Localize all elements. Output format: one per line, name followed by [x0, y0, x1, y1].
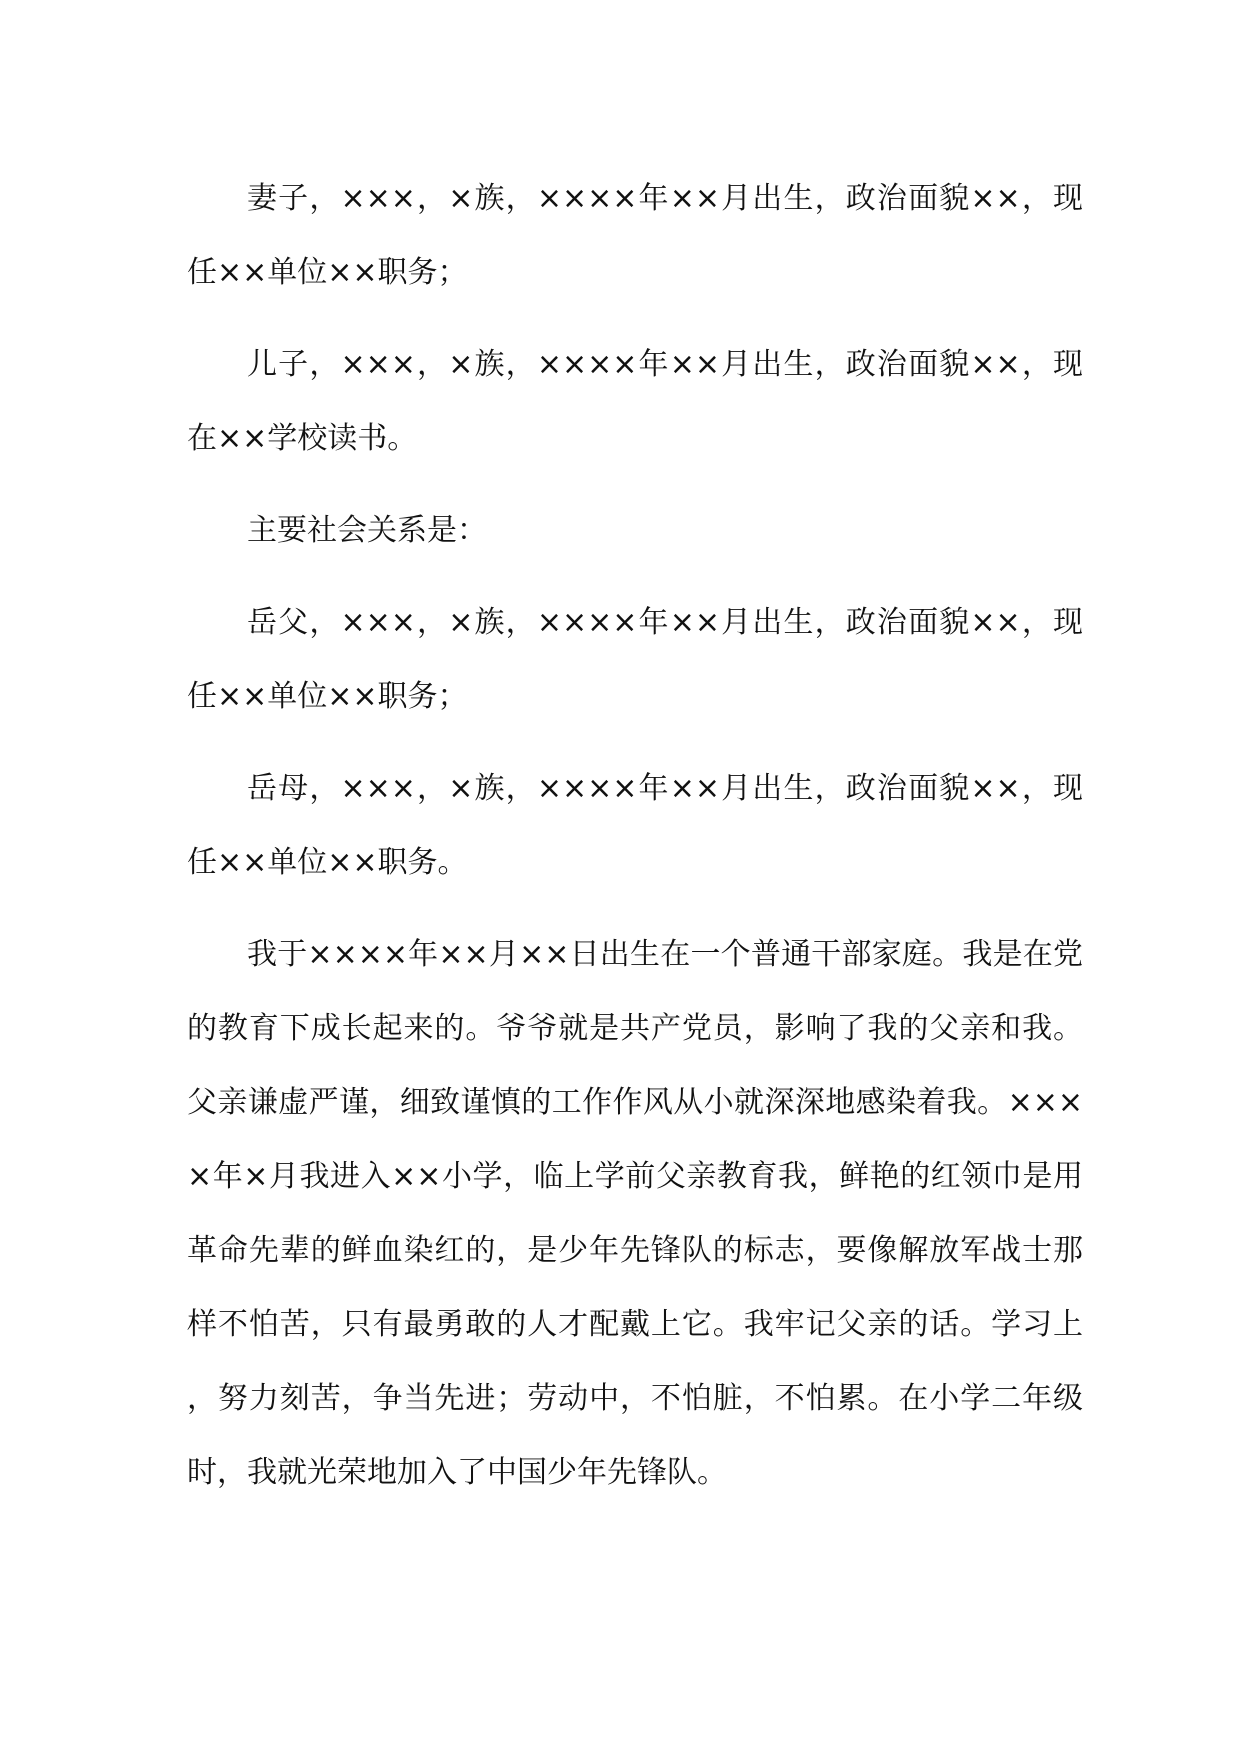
paragraph-son: 儿子，×××，×族，××××年××月出生，政治面貌××，现在××学校读书。: [187, 347, 1083, 456]
paragraph-wife: 妻子，×××，×族，××××年××月出生，政治面貌××，现任××单位××职务；: [187, 181, 1083, 290]
paragraph-social-relations-heading: 主要社会关系是：: [247, 513, 487, 548]
paragraph-personal-history: 我于××××年××月××日出生在一个普通干部家庭。我是在党的教育下成长起来的。爷爷就是共产党员，影响了我的父亲和我。父亲谦虚严谨，细致谨慎的工作作风从小就深深地感染着我。××××年×月我进入××小学，临上学前父亲教育我，鲜艳的红领巾是用革命先辈的鲜血染红的，是少年先锋队的标志，要像解放军战士那样不怕苦，只有最勇敢的人才配戴上它。我牢记父亲的话。学习上，努力刻苦，争当先进；劳动中，不怕脏，不怕累。在小学二年级时，我就光荣地加入了中国少年先锋队。: [187, 937, 1083, 1490]
document-body: [187, 162, 1083, 1528]
paragraph-mother-in-law: 岳母，×××，×族，××××年××月出生，政治面貌××，现任××单位××职务。: [187, 771, 1083, 880]
paragraph-father-in-law: 岳父，×××，×族，××××年××月出生，政治面貌××，现任××单位××职务；: [187, 605, 1083, 714]
